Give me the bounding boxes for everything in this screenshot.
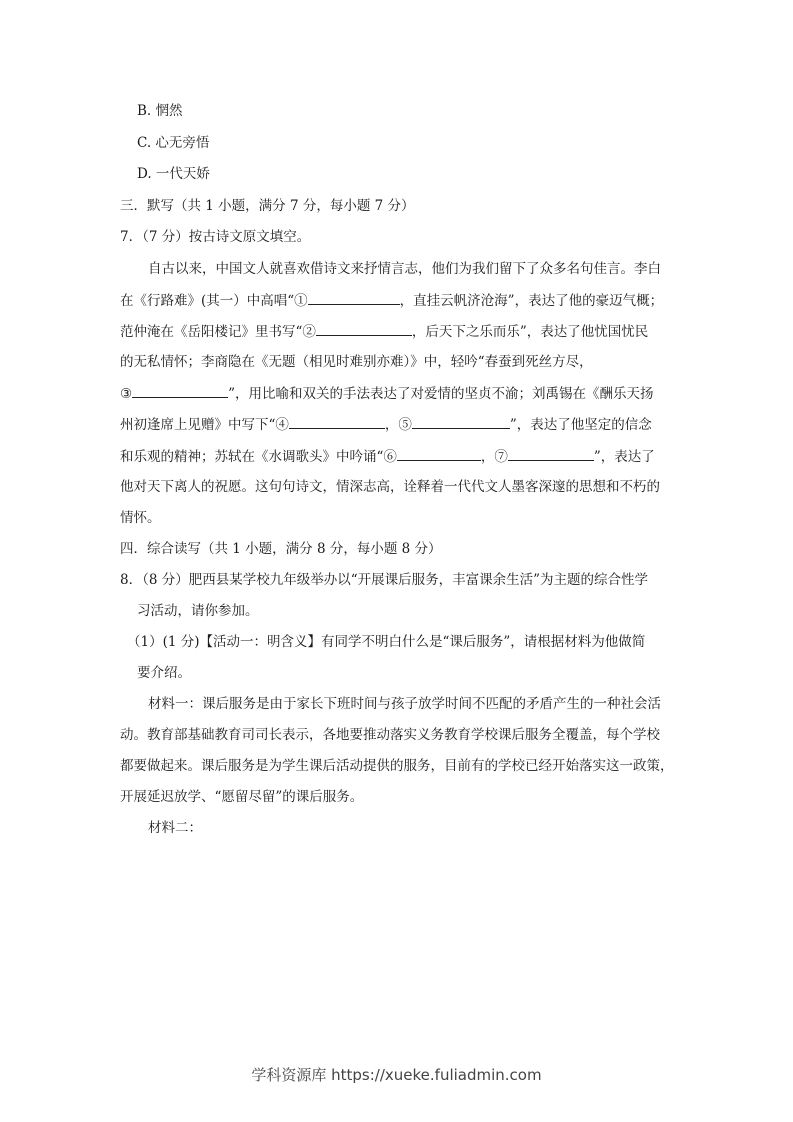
material-1-line-3: 都要做起来。课后服务是为学生课后活动提供的服务，目前有的学校已经开始落实这一政策，	[120, 758, 674, 774]
fill-blank-4[interactable]	[289, 414, 385, 429]
fill-blank-3[interactable]	[132, 383, 228, 398]
question-8-line-2: 习活动，请你参加。	[137, 603, 259, 619]
material-1-line-2: 动。教育部基础教育司司长表示，各地要推动落实义务教育学校课后服务全覆盖，每个学校	[120, 727, 660, 743]
passage-text: ，直挂云帆济沧海”，表达了他的豪迈气概；	[399, 293, 664, 309]
passage-text: 范仲淹在《岳阳楼记》里书写“②	[120, 324, 316, 340]
option-b: B. 惘然	[137, 103, 183, 119]
passage-text: 和乐观的精神；苏轼在《水调歌头》中吟诵“⑥	[120, 449, 397, 465]
passage-line-9: 情怀。	[120, 510, 161, 526]
section-4-heading: 四．综合读写（共 1 小题，满分 8 分，每小题 8 分）	[120, 541, 442, 557]
passage-text: ，⑦	[480, 449, 508, 465]
section-3-heading: 三．默写（共 1 小题，满分 7 分，每小题 7 分）	[120, 198, 415, 214]
fill-blank-7[interactable]	[508, 446, 594, 461]
passage-text: ”，用比喻和双关的手法表达了对爱情的坚贞不渝；刘禹锡在《酬乐天扬	[228, 386, 654, 402]
passage-text: ③	[120, 386, 133, 402]
passage-line-7	[120, 446, 655, 467]
fill-blank-1[interactable]	[308, 290, 400, 305]
passage-text: ，后天下之乐而乐”，表达了他忧国忧民	[411, 324, 649, 340]
passage-line-5	[120, 383, 654, 404]
passage-text: ”，表达了他坚定的信念	[509, 417, 652, 433]
fill-blank-6[interactable]	[397, 446, 481, 461]
fill-blank-2[interactable]	[316, 321, 412, 336]
passage-text: ”，表达了	[593, 449, 655, 465]
footer-watermark: 学科资源库 https://xueke.fuliadmin.com	[251, 1066, 542, 1084]
passage-text: 在《行路难》(其一）中高唱“①	[120, 293, 308, 309]
question-8-line-1: 8．（8 分）肥西县某学校九年级举办以“开展课后服务，丰富课余生活”为主题的综合性学	[120, 572, 649, 588]
subquestion-1-line-2: 要介绍。	[137, 665, 191, 681]
passage-line-1: 自古以来，中国文人就喜欢借诗文来抒情言志，他们为我们留下了众多名句佳言。李白	[148, 261, 661, 277]
option-d: D. 一代天娇	[137, 166, 210, 182]
passage-line-3	[120, 321, 648, 342]
passage-line-6	[120, 414, 652, 435]
passage-line-2	[120, 290, 663, 311]
passage-text: 州初逢席上见赠》中写下“④	[120, 417, 289, 433]
passage-text: ，⑤	[384, 417, 412, 433]
subquestion-1-line-1: （1）(1 分)【活动一：明含义】有同学不明白什么是“课后服务”，请根据材料为他做简	[127, 634, 646, 650]
passage-line-8: 他对天下离人的祝愿。这句句诗文，情深志高，诠释着一代代文人墨客深邃的思想和不朽的	[120, 479, 660, 495]
option-c: C. 心无旁悟	[137, 135, 210, 151]
material-2-label: 材料二：	[148, 820, 202, 836]
passage-line-4: 的无私情怀；李商隐在《无题（相见时难别亦难）》中，轻吟“春蚕到死丝方尽，	[120, 354, 593, 370]
material-1-line-1: 材料一：课后服务是由于家长下班时间与孩子放学时间不匹配的矛盾产生的一种社会活	[148, 696, 661, 712]
question-7: 7．（7 分）按古诗文原文填空。	[120, 229, 311, 245]
material-1-line-4: 开展延迟放学、“愿留尽留”的课后服务。	[120, 789, 364, 805]
fill-blank-5[interactable]	[412, 414, 510, 429]
